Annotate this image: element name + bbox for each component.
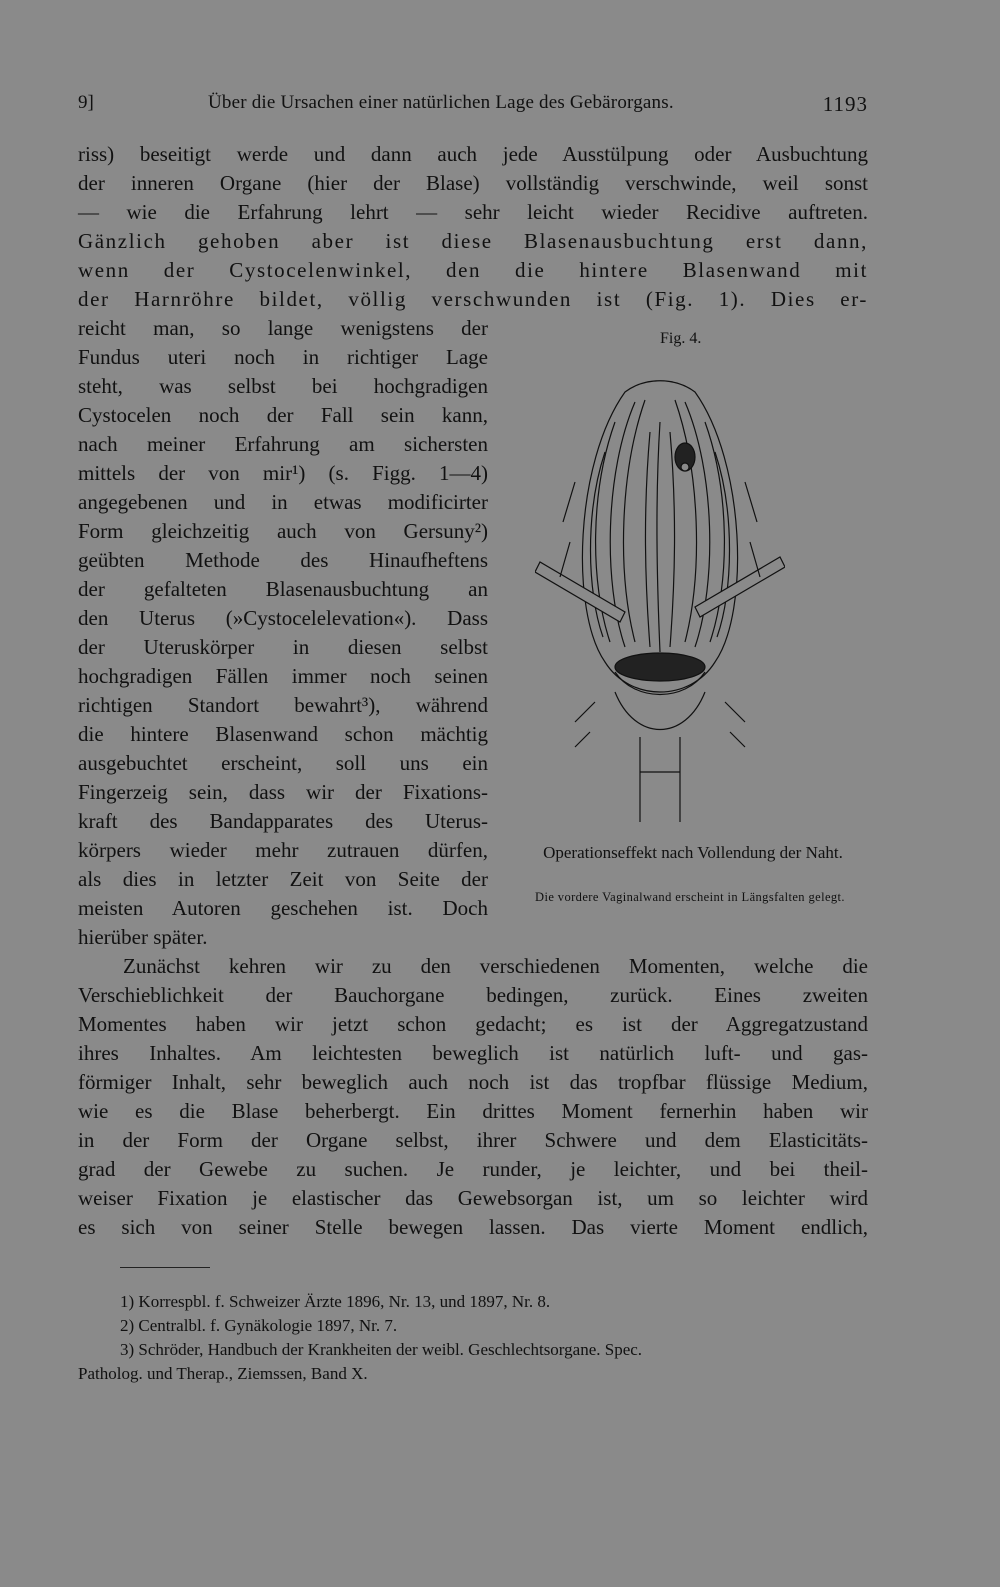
text-line: es sich von seiner Stelle bewegen lassen. Das vierte Moment endlich, [78,1215,868,1239]
text-line: förmiger Inhalt, sehr beweglich auch noch ist das tropfbar flüssige Medium, [78,1070,868,1094]
text-line: riss) beseitigt werde und dann auch jede Ausstülpung oder Ausbuchtung [78,142,868,166]
text-line: der Uteruskörper in diesen selbst [78,635,488,659]
chapter-number: 9] [78,92,94,113]
figure-subcaption: Die vordere Vaginalwand erscheint in Längsfalten gelegt. [535,890,845,904]
text-line: angegebenen und in etwas modificirter [78,490,488,514]
text-line: hierüber später. [78,925,208,949]
text-line: nach meiner Erfahrung am sichersten [78,432,488,456]
text-line: wenn der Cystocelenwinkel, den die hintere Blasenwand mit [78,258,868,282]
text-line: mittels der von mir¹) (s. Figg. 1—4) [78,461,488,485]
text-line: Fingerzeig sein, dass wir der Fixations- [78,780,488,804]
text-line: steht, was selbst bei hochgradigen [78,374,488,398]
figure-caption: Operationseffekt nach Vollendung der Naht. [543,843,843,862]
text-line: Cystocelen noch der Fall sein kann, [78,403,488,427]
footnote-divider [120,1267,210,1268]
text-line: weiser Fixation je elastischer das Gewebsorgan ist, um so leichter wird [78,1186,868,1210]
text-line: der inneren Organe (hier der Blase) vollständig verschwinde, weil sonst [78,171,868,195]
text-line: richtigen Standort bewahrt³), während [78,693,488,717]
text-line: Momentes haben wir jetzt schon gedacht; es ist der Aggregatzustand [78,1012,868,1036]
text-line: wie es die Blase beherbergt. Ein drittes Moment fernerhin haben wir [78,1099,868,1123]
text-line: grad der Gewebe zu suchen. Je runder, je leichter, und bei theil- [78,1157,868,1181]
page-number: 1193 [822,92,868,116]
footnote: 1) Korrespbl. f. Schweizer Ärzte 1896, Nr. 13, und 1897, Nr. 8. [120,1292,551,1311]
text-line: der gefalteten Blasenausbuchtung an [78,577,488,601]
footnote: 3) Schröder, Handbuch der Krankheiten der weibl. Geschlechtsorgane. Spec. [120,1340,643,1359]
text-line: geübten Methode des Hinaufheftens [78,548,488,572]
running-header [78,92,868,122]
text-line: in der Form der Organe selbst, ihrer Schwere und dem Elasticitäts- [78,1128,868,1152]
running-title: Über die Ursachen einer natürlichen Lage des Gebärorgans. [208,92,674,113]
text-line: reicht man, so lange wenigstens der [78,316,488,340]
text-line: ausgebuchtet erscheint, soll uns ein [78,751,488,775]
footnote: Patholog. und Therap., Ziemssen, Band X. [78,1364,368,1383]
text-line: kraft des Bandapparates des Uterus- [78,809,488,833]
text-line: als dies in letzter Zeit von Seite der [78,867,488,891]
text-line: hochgradigen Fällen immer noch seinen [78,664,488,688]
text-line: Form gleichzeitig auch von Gersuny²) [78,519,488,543]
figure-label: Fig. 4. [660,330,702,347]
text-line: die hintere Blasenwand schon mächtig [78,722,488,746]
text-line: meisten Autoren geschehen ist. Doch [78,896,488,920]
text-line: Zunächst kehren wir zu den verschiedenen Momenten, welche die [123,954,868,978]
text-line: ihres Inhaltes. Am leichtesten beweglich ist natürlich luft- und gas- [78,1041,868,1065]
anatomical-illustration [535,362,785,832]
text-line: Gänzlich gehoben aber ist diese Blasenausbuchtung erst dann, [78,229,868,253]
text-line: der Harnröhre bildet, völlig verschwunden ist (Fig. 1). Dies er- [78,287,868,311]
text-line: Fundus uteri noch in richtiger Lage [78,345,488,369]
footnote: 2) Centralbl. f. Gynäkologie 1897, Nr. 7. [120,1316,398,1335]
text-line: körpers wieder mehr zutrauen dürfen, [78,838,488,862]
text-line: den Uterus (»Cystocelelevation«). Dass [78,606,488,630]
text-line: — wie die Erfahrung lehrt — sehr leicht wieder Recidive auftreten. [78,200,868,224]
text-line: Verschieblichkeit der Bauchorgane bedingen, zurück. Eines zweiten [78,983,868,1007]
